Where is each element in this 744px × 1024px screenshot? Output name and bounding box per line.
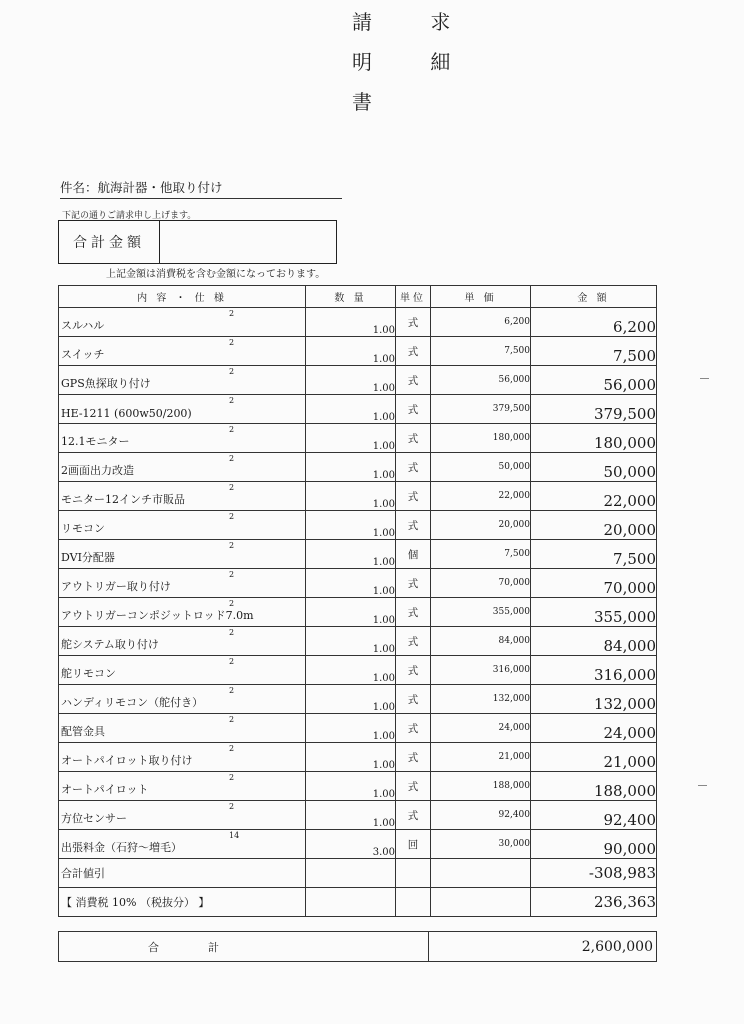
table-row — [59, 685, 657, 714]
row-unit-price: 6,200 — [431, 308, 531, 337]
row-mark: 2 — [229, 744, 235, 753]
row-quantity: 1.00 — [306, 598, 396, 627]
row-unit-price: 24,000 — [431, 714, 531, 743]
table-row — [59, 337, 657, 366]
row-unit-price: 188,000 — [431, 772, 531, 801]
row-mark: 2 — [229, 773, 235, 782]
table-row — [59, 830, 657, 859]
row-amount: 180,000 — [531, 424, 657, 453]
tax-row — [59, 888, 657, 917]
row-quantity: 1.00 — [306, 482, 396, 511]
row-unit: 回 — [396, 830, 431, 859]
discount-label: 合計値引 — [61, 867, 105, 880]
row-amount: 188,000 — [531, 772, 657, 801]
row-unit-price: 30,000 — [431, 830, 531, 859]
row-quantity: 1.00 — [306, 743, 396, 772]
items-table — [58, 285, 657, 917]
scan-mark — [698, 785, 707, 786]
row-quantity: 1.00 — [306, 424, 396, 453]
row-mark: 2 — [229, 657, 235, 666]
row-unit-price: 22,000 — [431, 482, 531, 511]
row-mark: 2 — [229, 483, 235, 492]
header-unit-price: 単 価 — [431, 286, 531, 308]
header-amount: 金 額 — [531, 286, 657, 308]
row-description: オートパイロット — [61, 783, 149, 796]
row-unit-price: 84,000 — [431, 627, 531, 656]
table-row — [59, 801, 657, 830]
row-unit-price: 316,000 — [431, 656, 531, 685]
subject-line: 件名：航海計器・他取り付け — [60, 178, 342, 199]
row-mark: 2 — [229, 309, 235, 318]
row-unit: 式 — [396, 627, 431, 656]
row-unit: 式 — [396, 424, 431, 453]
row-amount: 379,500 — [531, 395, 657, 424]
page-title: 請 求 明 細 書 — [352, 10, 477, 114]
row-amount: 132,000 — [531, 685, 657, 714]
row-unit: 式 — [396, 337, 431, 366]
total-amount-box — [58, 220, 337, 264]
row-mark: 2 — [229, 454, 235, 463]
row-quantity: 1.00 — [306, 540, 396, 569]
row-mark: 2 — [229, 425, 235, 434]
table-row — [59, 569, 657, 598]
row-unit-price: 379,500 — [431, 395, 531, 424]
table-row — [59, 308, 657, 337]
row-amount: 22,000 — [531, 482, 657, 511]
row-mark: 2 — [229, 541, 235, 550]
grand-total-row — [59, 932, 657, 962]
row-unit: 式 — [396, 714, 431, 743]
row-quantity: 1.00 — [306, 801, 396, 830]
row-unit: 式 — [396, 801, 431, 830]
total-amount-value — [160, 221, 336, 263]
row-description: オートパイロット取り付け — [61, 754, 193, 767]
row-unit-price: 20,000 — [431, 511, 531, 540]
row-unit: 式 — [396, 772, 431, 801]
row-description: 方位センサー — [61, 812, 127, 825]
row-mark: 14 — [229, 831, 240, 840]
row-unit-price: 180,000 — [431, 424, 531, 453]
row-mark: 2 — [229, 802, 235, 811]
row-unit: 式 — [396, 308, 431, 337]
table-row — [59, 395, 657, 424]
row-description: ハンディリモコン（舵付き） — [61, 696, 204, 709]
row-quantity: 3.00 — [306, 830, 396, 859]
row-description: アウトリガー取り付け — [61, 580, 171, 593]
row-amount: 7,500 — [531, 337, 657, 366]
row-amount: 92,400 — [531, 801, 657, 830]
tax-label: 【 消費税 10% （税抜分） 】 — [61, 896, 210, 909]
table-row — [59, 772, 657, 801]
table-row — [59, 598, 657, 627]
intro-text: 下記の通りご請求申し上げます。 — [62, 211, 197, 221]
table-row — [59, 656, 657, 685]
table-row — [59, 453, 657, 482]
row-quantity: 1.00 — [306, 337, 396, 366]
row-quantity: 1.00 — [306, 569, 396, 598]
row-mark: 2 — [229, 570, 235, 579]
row-unit: 式 — [396, 366, 431, 395]
row-description: DVI分配器 — [61, 551, 115, 564]
row-description: 出張料金（石狩〜増毛） — [61, 841, 182, 854]
row-unit: 式 — [396, 569, 431, 598]
row-quantity: 1.00 — [306, 685, 396, 714]
table-row — [59, 743, 657, 772]
total-amount-label: 合計金額 — [59, 221, 160, 263]
row-mark: 2 — [229, 512, 235, 521]
table-header-row — [59, 286, 657, 308]
table-row — [59, 366, 657, 395]
row-amount: 90,000 — [531, 830, 657, 859]
row-quantity: 1.00 — [306, 714, 396, 743]
row-amount: 84,000 — [531, 627, 657, 656]
row-amount: 70,000 — [531, 569, 657, 598]
row-amount: 6,200 — [531, 308, 657, 337]
row-amount: 20,000 — [531, 511, 657, 540]
discount-row — [59, 859, 657, 888]
row-mark: 2 — [229, 686, 235, 695]
row-unit: 式 — [396, 598, 431, 627]
row-description: スルハル — [61, 319, 105, 332]
row-amount: 355,000 — [531, 598, 657, 627]
row-unit: 式 — [396, 511, 431, 540]
row-description: 舵リモコン — [61, 667, 116, 680]
row-quantity: 1.00 — [306, 395, 396, 424]
table-row — [59, 627, 657, 656]
row-unit: 個 — [396, 540, 431, 569]
row-amount: 24,000 — [531, 714, 657, 743]
row-mark: 2 — [229, 599, 235, 608]
row-description: HE-1211 (600w50/200) — [61, 407, 192, 420]
row-unit-price: 56,000 — [431, 366, 531, 395]
row-quantity: 1.00 — [306, 511, 396, 540]
table-row — [59, 482, 657, 511]
row-unit: 式 — [396, 656, 431, 685]
grand-total-amount: 2,600,000 — [429, 932, 657, 962]
row-mark: 2 — [229, 367, 235, 376]
row-quantity: 1.00 — [306, 308, 396, 337]
row-quantity: 1.00 — [306, 366, 396, 395]
row-description: モニター12インチ市販品 — [61, 493, 185, 506]
tax-amount: 236,363 — [531, 888, 657, 917]
table-row — [59, 511, 657, 540]
row-description: 舵システム取り付け — [61, 638, 159, 651]
row-unit: 式 — [396, 482, 431, 511]
row-unit-price: 21,000 — [431, 743, 531, 772]
row-unit-price: 132,000 — [431, 685, 531, 714]
table-row — [59, 424, 657, 453]
scan-mark — [700, 378, 709, 379]
header-unit: 単位 — [396, 286, 431, 308]
row-description: 2画面出力改造 — [61, 464, 134, 477]
row-mark: 2 — [229, 338, 235, 347]
row-unit: 式 — [396, 395, 431, 424]
table-row — [59, 714, 657, 743]
row-unit-price: 92,400 — [431, 801, 531, 830]
tax-note: 上記金額は消費税を含む金額になっております。 — [106, 269, 326, 280]
row-unit-price: 70,000 — [431, 569, 531, 598]
row-description: GPS魚探取り付け — [61, 377, 151, 390]
grand-total-table — [58, 931, 657, 962]
header-quantity: 数 量 — [306, 286, 396, 308]
discount-amount: -308,983 — [531, 859, 657, 888]
row-unit-price: 50,000 — [431, 453, 531, 482]
table-row — [59, 540, 657, 569]
row-amount: 50,000 — [531, 453, 657, 482]
row-description: 配管金具 — [61, 725, 105, 738]
row-amount: 316,000 — [531, 656, 657, 685]
row-mark: 2 — [229, 396, 235, 405]
row-unit-price: 355,000 — [431, 598, 531, 627]
header-description: 内 容 ・ 仕 様 — [59, 286, 306, 308]
row-quantity: 1.00 — [306, 627, 396, 656]
row-mark: 2 — [229, 628, 235, 637]
row-unit-price: 7,500 — [431, 337, 531, 366]
row-quantity: 1.00 — [306, 772, 396, 801]
row-mark: 2 — [229, 715, 235, 724]
row-description: 12.1モニター — [61, 435, 130, 448]
row-description: スイッチ — [61, 348, 105, 361]
row-quantity: 1.00 — [306, 656, 396, 685]
row-description: アウトリガーコンポジットロッド7.0m — [61, 609, 254, 622]
grand-total-label-a: 合 — [148, 940, 159, 954]
row-amount: 7,500 — [531, 540, 657, 569]
row-unit: 式 — [396, 743, 431, 772]
row-unit-price: 7,500 — [431, 540, 531, 569]
row-unit: 式 — [396, 685, 431, 714]
row-description: リモコン — [61, 522, 105, 535]
grand-total-label-b: 計 — [208, 940, 219, 954]
row-unit: 式 — [396, 453, 431, 482]
row-quantity: 1.00 — [306, 453, 396, 482]
row-amount: 21,000 — [531, 743, 657, 772]
row-amount: 56,000 — [531, 366, 657, 395]
